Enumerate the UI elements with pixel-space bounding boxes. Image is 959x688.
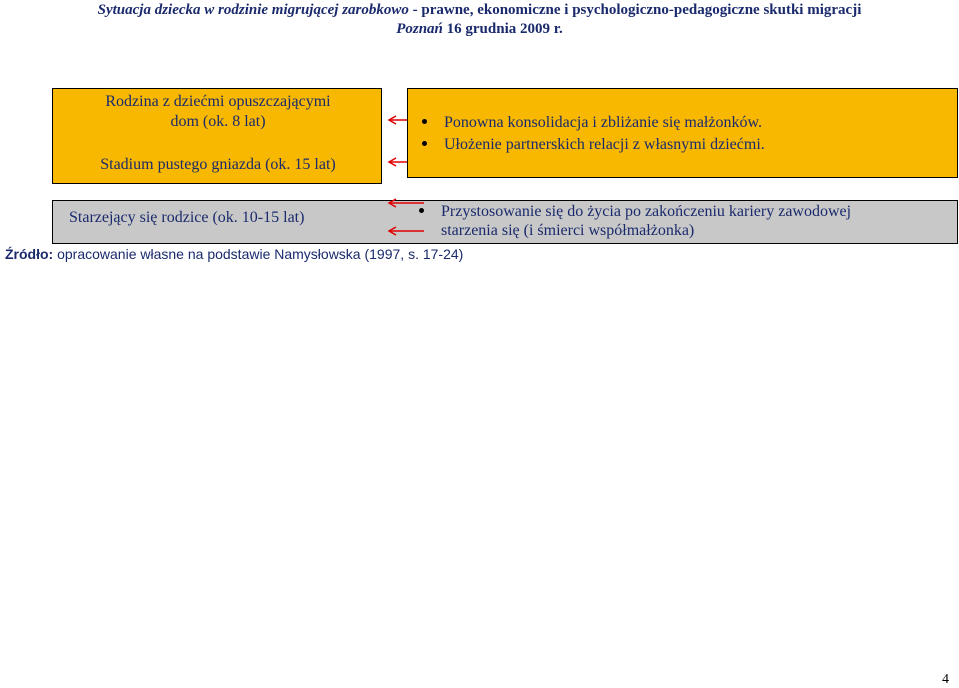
stage-2: Stadium pustego gniazda (ok. 15 lat) bbox=[100, 156, 336, 173]
arrow-left-icon bbox=[386, 225, 426, 237]
page-number: 4 bbox=[942, 672, 949, 687]
list-item: Ułożenie partnerskich relacji z własnymi dziećmi. bbox=[422, 136, 765, 154]
stage-1: Rodzina z dziećmi opuszczającymi dom (ok. 8 lat) bbox=[105, 93, 331, 130]
stage-3: Starzejący się rodzice (ok. 10-15 lat) bbox=[69, 209, 305, 226]
bullet-icon bbox=[422, 119, 427, 124]
list-item: Ponowna konsolidacja i zbliżanie się małżonków. bbox=[422, 114, 762, 132]
header-title: Sytuacja dziecka w rodzinie migrującej zarobkowo - prawne, ekonomiczne i psychologiczno-pedagogiczne skutki migracji bbox=[97, 2, 862, 18]
tasks-group-2 bbox=[419, 203, 959, 240]
page-header bbox=[0, 0, 959, 39]
stage-3-box bbox=[52, 200, 958, 244]
stages-box bbox=[52, 88, 382, 184]
list-item-continuation: starzenia się (i śmierci współmałżonka) bbox=[441, 222, 695, 239]
tasks-box-1 bbox=[407, 88, 958, 178]
list-item: Przystosowanie się do życia po zakończeniu kariery zawodowej bbox=[419, 203, 959, 221]
bullet-icon bbox=[422, 141, 427, 146]
arrow-left-icon bbox=[386, 197, 426, 209]
source-note: Źródło: opracowanie własne na podstawie Namysłowska (1997, s. 17-24) bbox=[5, 246, 464, 262]
header-date: Poznań 16 grudnia 2009 r. bbox=[396, 21, 563, 37]
